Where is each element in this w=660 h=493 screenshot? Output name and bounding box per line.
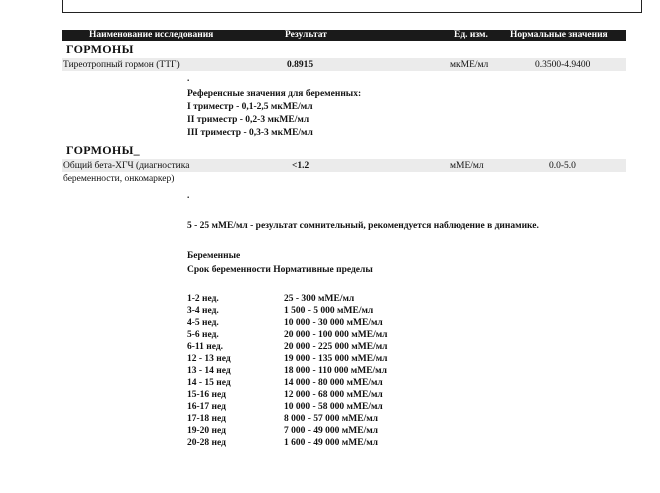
week-label: 15-16 нед bbox=[187, 390, 226, 400]
table-header bbox=[62, 30, 626, 41]
week-label: 20-28 нед bbox=[187, 438, 226, 448]
week-label: 3-4 нед. bbox=[187, 306, 219, 316]
col-name-header: Наименование исследования bbox=[89, 30, 214, 40]
ref-title: Референсные значения для беременных: bbox=[187, 89, 362, 99]
test-norm: 0.0-5.0 bbox=[549, 161, 576, 171]
week-range: 8 000 - 57 000 мМЕ/мл bbox=[284, 414, 379, 424]
section-title: ГОРМОНЫ bbox=[66, 42, 134, 56]
week-label: 4-5 нед. bbox=[187, 318, 219, 328]
week-range: 10 000 - 58 000 мМЕ/мл bbox=[284, 402, 383, 412]
week-range: 7 000 - 49 000 мМЕ/мл bbox=[284, 426, 379, 436]
test-name-cont: беременности, онкомаркер) bbox=[63, 174, 175, 184]
test-unit: мМЕ/мл bbox=[450, 161, 484, 171]
test-name: Общий бета-ХГЧ (диагностика bbox=[63, 161, 190, 171]
ref-line: II триместр - 0,2-3 мкМЕ/мл bbox=[187, 115, 310, 125]
week-range: 1 600 - 49 000 мМЕ/мл bbox=[284, 438, 379, 448]
test-unit: мкМЕ/мл bbox=[450, 59, 489, 70]
top-frame bbox=[62, 0, 642, 13]
week-range: 25 - 300 мМЕ/мл bbox=[284, 294, 355, 304]
week-range: 18 000 - 110 000 мМЕ/мл bbox=[284, 366, 387, 376]
pregnancy-title: Беременные bbox=[187, 251, 241, 261]
col-norm-header: Нормальные значения bbox=[510, 30, 608, 40]
test-name: Тиреотропный гормон (ТТГ) bbox=[63, 59, 180, 70]
col-result-header: Результат bbox=[285, 30, 327, 40]
comment: 5 - 25 мМЕ/мл - результат сомнительный, рекомендуется наблюдение в динамике. bbox=[187, 221, 539, 231]
dot-marker: . bbox=[187, 74, 190, 84]
week-label: 14 - 15 нед bbox=[187, 378, 231, 388]
week-range: 19 000 - 135 000 мМЕ/мл bbox=[284, 354, 388, 364]
test-result: <1.2 bbox=[292, 161, 310, 171]
week-range: 10 000 - 30 000 мМЕ/мл bbox=[284, 318, 383, 328]
week-range: 20 000 - 225 000 мМЕ/мл bbox=[284, 342, 388, 352]
test-result: 0.8915 bbox=[287, 59, 314, 70]
section-title: ГОРМОНЫ_ bbox=[66, 143, 140, 157]
dot-marker: . bbox=[187, 191, 190, 201]
pregnancy-header: Срок беременности Нормативные пределы bbox=[187, 265, 373, 275]
week-label: 6-11 нед. bbox=[187, 342, 224, 352]
week-label: 12 - 13 нед bbox=[187, 354, 231, 364]
ref-line: III триместр - 0,3-3 мкМЕ/мл bbox=[187, 128, 313, 138]
week-label: 19-20 нед bbox=[187, 426, 226, 436]
ref-line: I триместр - 0,1-2,5 мкМЕ/мл bbox=[187, 102, 313, 112]
week-label: 13 - 14 нед bbox=[187, 366, 231, 376]
week-label: 17-18 нед bbox=[187, 414, 226, 424]
week-label: 1-2 нед. bbox=[187, 294, 219, 304]
week-range: 1 500 - 5 000 мМЕ/мл bbox=[284, 306, 374, 316]
week-label: 16-17 нед bbox=[187, 402, 226, 412]
week-label: 5-6 нед. bbox=[187, 330, 219, 340]
week-range: 20 000 - 100 000 мМЕ/мл bbox=[284, 330, 388, 340]
col-unit-header: Ед. изм. bbox=[454, 30, 488, 40]
week-range: 12 000 - 68 000 мМЕ/мл bbox=[284, 390, 383, 400]
test-norm: 0.3500-4.9400 bbox=[535, 59, 591, 70]
week-range: 14 000 - 80 000 мМЕ/мл bbox=[284, 378, 383, 388]
